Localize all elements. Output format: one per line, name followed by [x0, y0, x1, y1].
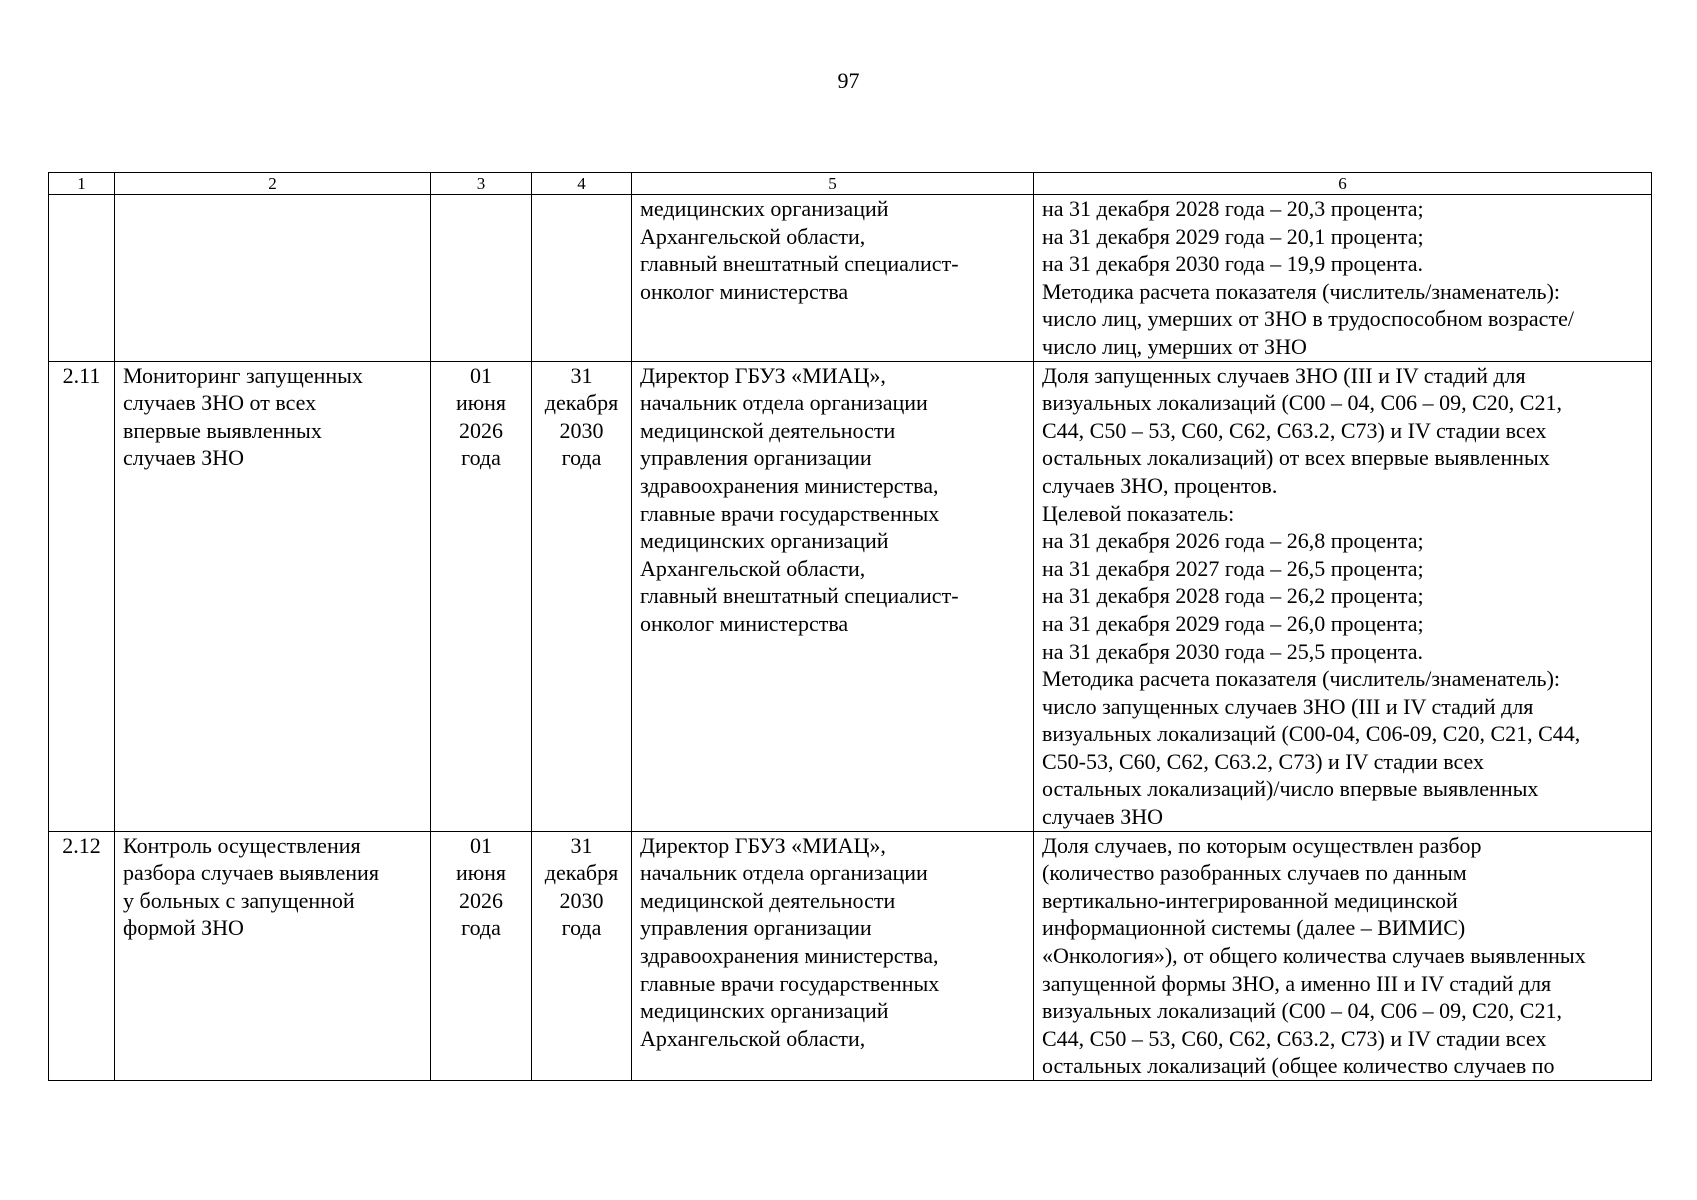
text-line: Архангельской области, [640, 223, 866, 249]
text-line: случаев ЗНО, процентов. [1042, 472, 1278, 498]
text-line: главный внештатный специалист- [640, 583, 959, 609]
page-number: 97 [837, 68, 860, 93]
cell-number: 2.12 [49, 831, 115, 1080]
cell-start-date [431, 361, 532, 831]
text-line: здравоохранения министерства, [640, 472, 939, 498]
text-line: остальных локализаций)/число впервые выявленных [1042, 776, 1539, 802]
text-line: визуальных локализаций (С00 – 04, С06 – 09, С20, С21, [1042, 390, 1562, 416]
text-line: медицинских организаций [640, 998, 889, 1024]
header-col-4: 4 [532, 173, 632, 195]
text-line: на 31 декабря 2030 года – 19,9 процента. [1042, 251, 1423, 277]
text-line: остальных локализаций) от всех впервые выявленных [1042, 445, 1550, 471]
text-line: на 31 декабря 2028 года – 26,2 процента; [1042, 583, 1424, 609]
text-line: Доля запущенных случаев ЗНО (III и IV стадий для [1042, 362, 1526, 388]
text-line: визуальных локализаций (С00 – 04, С06 – 09, С20, С21, [1042, 998, 1562, 1024]
text-line: «Онкология»), от общего количества случаев выявленных [1042, 943, 1586, 969]
text-line: С44, С50 – 53, С60, С62, С63.2, С73) и IV стадии всех [1042, 1025, 1547, 1051]
text-line: Методика расчета показателя (числитель/знаменатель): [1042, 666, 1561, 692]
text-line: Целевой показатель: [1042, 500, 1235, 526]
text-line: управления организации [640, 445, 872, 471]
text-line: 31 [570, 362, 593, 388]
text-line: Методика расчета показателя (числитель/знаменатель): [1042, 278, 1561, 304]
cell-end-date [532, 195, 632, 362]
header-col-6: 6 [1034, 173, 1652, 195]
text-line: запущенной формы ЗНО, а именно III и IV стадий для [1042, 970, 1552, 996]
text-line: 01 [470, 832, 492, 858]
text-line: вертикально-интегрированной медицинской [1042, 887, 1458, 913]
table-row [49, 831, 1652, 1080]
table-row [49, 195, 1652, 362]
text-line: случаев ЗНО [1042, 804, 1164, 830]
cell-number [49, 195, 115, 362]
cell-start-date [431, 831, 532, 1080]
cell-start-date [431, 195, 532, 362]
text-line: Контроль осуществления [123, 832, 361, 858]
text-line: июня [455, 390, 507, 416]
text-line: 2030 [559, 887, 604, 913]
text-line: Архангельской области, [640, 1025, 866, 1051]
text-line: года [461, 915, 501, 941]
text-line: 2026 [459, 887, 503, 913]
text-line: начальник отдела организации [640, 390, 928, 416]
text-line: (количество разобранных случаев по данным [1042, 860, 1467, 886]
text-line: года [561, 445, 602, 471]
text-line: число запущенных случаев ЗНО (III и IV стадий для [1042, 693, 1534, 719]
cell-number: 2.11 [49, 361, 115, 831]
cell-responsible [632, 831, 1034, 1080]
text-line: на 31 декабря 2026 года – 26,8 процента; [1042, 528, 1424, 554]
text-line: на 31 декабря 2027 года – 26,5 процента; [1042, 555, 1424, 581]
text-line: 2030 [559, 417, 604, 443]
cell-indicator [1034, 361, 1652, 831]
text-line: управления организации [640, 915, 872, 941]
text-line: медицинской деятельности [640, 887, 896, 913]
text-line: Мониторинг запущенных [123, 362, 363, 388]
plan-table [48, 172, 1652, 1081]
cell-responsible [632, 195, 1034, 362]
text-line: случаев ЗНО [123, 445, 245, 471]
text-line: формой ЗНО [123, 915, 244, 941]
header-col-1: 1 [49, 173, 115, 195]
text-line: декабря [544, 390, 619, 416]
header-col-3: 3 [431, 173, 532, 195]
table-row [49, 361, 1652, 831]
text-line: остальных локализаций (общее количество случаев по [1042, 1053, 1555, 1079]
cell-activity-name [115, 361, 431, 831]
text-line: число лиц, умерших от ЗНО [1042, 333, 1307, 359]
text-line: медицинской деятельности [640, 417, 896, 443]
text-line: С50-53, С60, С62, С63.2, С73) и IV стадии всех [1042, 748, 1485, 774]
text-line: года [561, 915, 602, 941]
text-line: число лиц, умерших от ЗНО в трудоспособном возрасте/ [1042, 306, 1574, 332]
text-line: здравоохранения министерства, [640, 943, 939, 969]
text-line: Директор ГБУЗ «МИАЦ», [640, 362, 886, 388]
text-line: главные врачи государственных [640, 500, 940, 526]
text-line: медицинских организаций [640, 528, 889, 554]
text-line: на 31 декабря 2028 года – 20,3 процента; [1042, 196, 1424, 221]
text-line: на 31 декабря 2030 года – 25,5 процента. [1042, 638, 1423, 664]
text-line: 2026 [459, 417, 503, 443]
text-line: впервые выявленных [123, 417, 322, 443]
text-line: на 31 декабря 2029 года – 26,0 процента; [1042, 610, 1424, 636]
cell-activity-name [115, 195, 431, 362]
text-line: онколог министерства [640, 278, 849, 304]
header-col-5: 5 [632, 173, 1034, 195]
text-line: декабря [544, 860, 619, 886]
text-line: 01 [470, 362, 492, 388]
text-line: медицинских организаций [640, 196, 889, 221]
header-col-2: 2 [115, 173, 431, 195]
text-line: разбора случаев выявления [123, 860, 379, 886]
text-line: Директор ГБУЗ «МИАЦ», [640, 832, 886, 858]
text-line: главные врачи государственных [640, 970, 940, 996]
header-row [49, 173, 1652, 195]
text-line: Архангельской области, [640, 555, 866, 581]
text-line: онколог министерства [640, 610, 849, 636]
text-line: года [461, 445, 501, 471]
text-line: на 31 декабря 2029 года – 20,1 процента; [1042, 223, 1424, 249]
cell-end-date [532, 361, 632, 831]
cell-end-date [532, 831, 632, 1080]
text-line: С44, С50 – 53, С60, С62, С63.2, С73) и IV стадии всех [1042, 417, 1547, 443]
text-line: случаев ЗНО от всех [123, 390, 317, 416]
text-line: у больных с запущенной [123, 887, 355, 913]
cell-indicator [1034, 195, 1652, 362]
text-line: 31 [570, 832, 593, 858]
text-line: июня [455, 860, 507, 886]
cell-responsible [632, 361, 1034, 831]
text-line: информационной системы (далее – ВИМИС) [1042, 915, 1466, 941]
cell-indicator [1034, 831, 1652, 1080]
text-line: Доля случаев, по которым осуществлен разбор [1042, 832, 1482, 858]
text-line: визуальных локализаций (С00-04, С06-09, С20, С21, С44, [1042, 721, 1581, 747]
text-line: начальник отдела организации [640, 860, 928, 886]
text-line: главный внештатный специалист- [640, 251, 959, 277]
cell-activity-name [115, 831, 431, 1080]
